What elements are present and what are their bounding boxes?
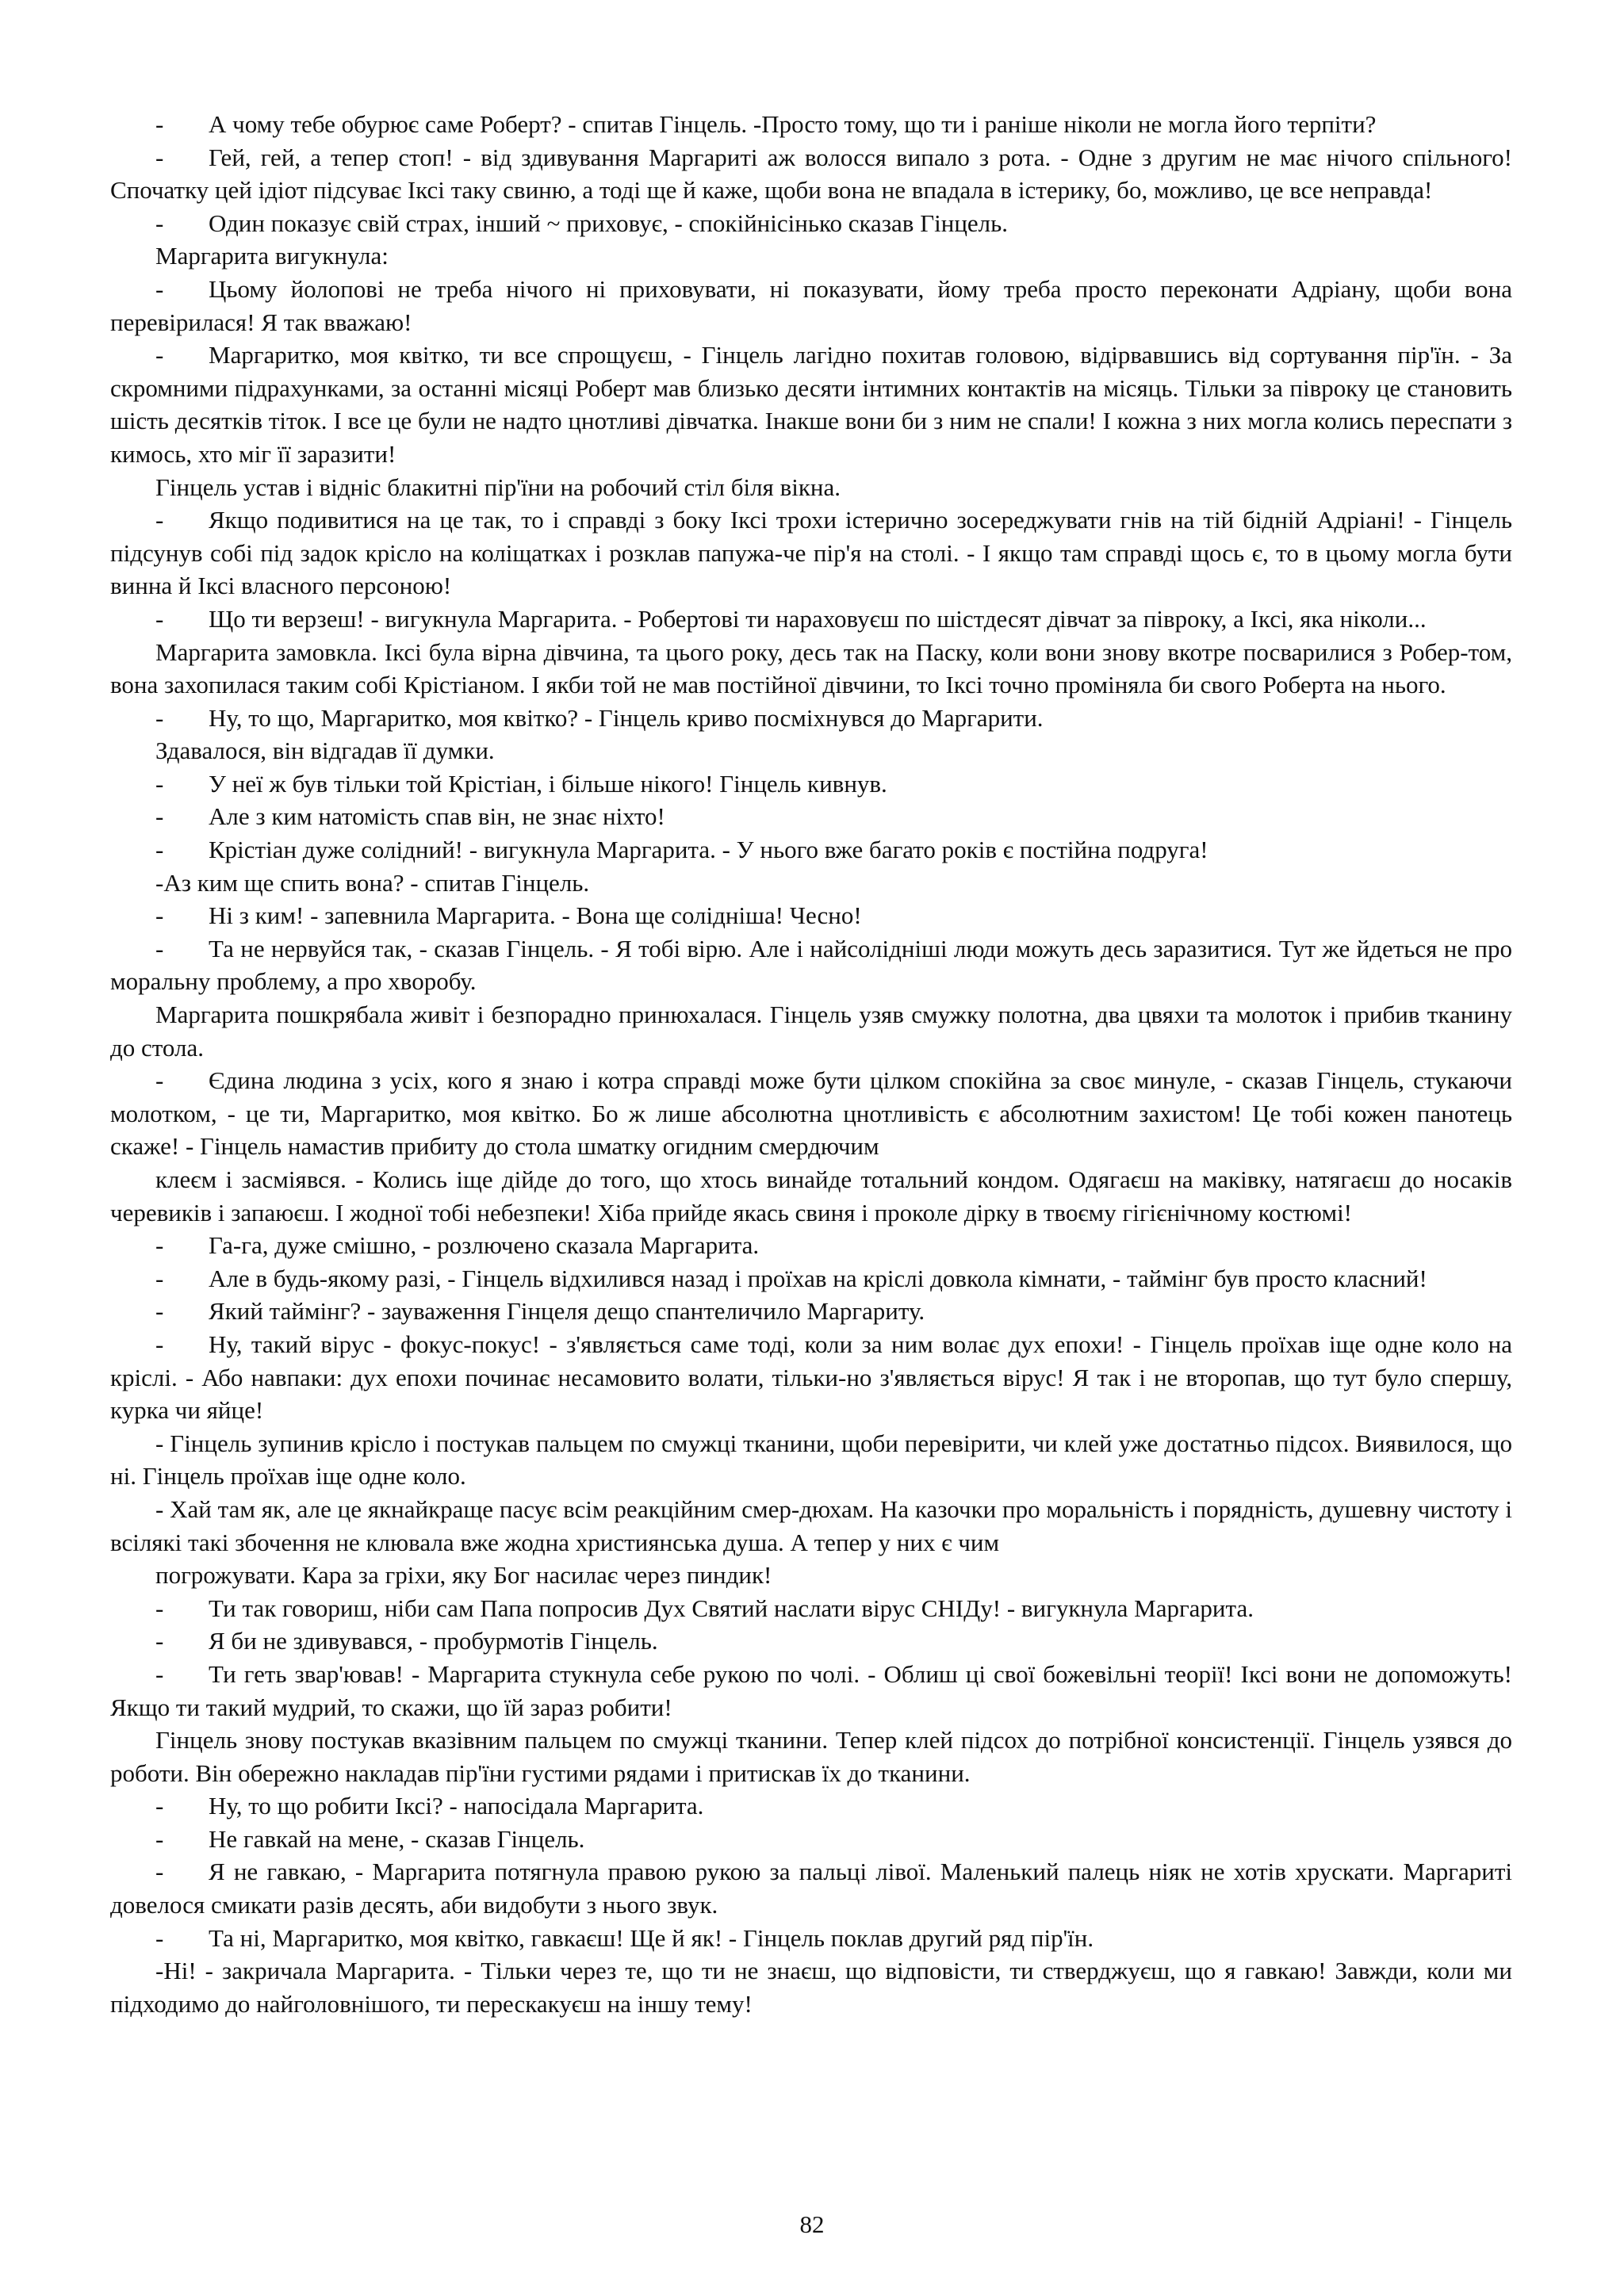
dialogue-line	[110, 702, 1512, 735]
dialogue-line	[110, 767, 1512, 801]
paragraph-text: Єдина людина з усіх, кого я знаю і котра справді може бути цілком спокійна за своє минуле, - сказав Гінцель, стукаючи молотком, - це ти, Маргаритко, моя квітко. Бо ж лише абсолютна цнотливість є абсолютним захистом! Це тобі кожен панотець скаже! - Гінцель намастив прибиту до стола шматку огидним смердючим	[110, 1066, 1512, 1161]
dialogue-dash: -	[155, 143, 164, 171]
narration-paragraph	[110, 1493, 1512, 1559]
narration-paragraph	[110, 1427, 1512, 1493]
dialogue-line	[110, 207, 1512, 240]
paragraph-text: Маргарита замовкла. Іксі була вірна дівчина, та цього року, десь так на Паску, коли вони знову вкотре посварилися з Робер-том, вона захопилася таким собі Крістіаном. І якби той не мав постійної дівчини, то Іксі точно проміняла би свого Роберта на нього.	[110, 637, 1512, 699]
paragraph-text: Але з ким натомість спав він, не знає ніхто!	[209, 802, 665, 831]
dialogue-dash: -	[155, 703, 164, 732]
dialogue-line	[110, 1922, 1512, 1955]
paragraph-text: Не гавкай на мене, - сказав Гінцель.	[209, 1824, 585, 1853]
dialogue-line	[110, 273, 1512, 339]
dialogue-dash: -	[155, 934, 164, 962]
paragraph-text: погрожувати. Кара за гріхи, яку Бог насилає через пиндик!	[155, 1561, 772, 1590]
narration-paragraph	[110, 1724, 1512, 1789]
paragraph-text: Ну, то що, Маргаритко, моя квітко? - Гінцель криво посміхнувся до Маргарити.	[209, 703, 1044, 732]
dialogue-line	[110, 1064, 1512, 1163]
dialogue-line	[110, 1592, 1512, 1625]
narration-paragraph	[110, 471, 1512, 504]
narration-paragraph	[110, 1954, 1512, 2020]
paragraph-text: Гей, гей, а тепер стоп! - від здивування Маргариті аж волосся випало з рота. - Одне з другим не має нічого спільного! Спочатку цей ідіот підсуває Іксі таку свиню, а тоді ще й каже, щоби вона не впадала в істерику, бо, можливо, це все неправда!	[110, 143, 1512, 205]
dialogue-line	[110, 1295, 1512, 1328]
dialogue-line	[110, 1328, 1512, 1427]
narration-paragraph	[110, 1163, 1512, 1229]
dialogue-dash: -	[155, 1858, 164, 1886]
paragraph-text: Я би не здивувався, - пробурмотів Гінцель.	[209, 1627, 658, 1655]
paragraph-text: Ну, то що робити Іксі? - напосідала Маргарита.	[209, 1792, 704, 1820]
dialogue-line	[110, 1624, 1512, 1658]
dialogue-dash: -	[155, 1824, 164, 1853]
paragraph-text: Гінцель знову постукав вказівним пальцем по смужці тканини. Тепер клей підсох до потрібної консистенції. Гінцель узявся до роботи. Він обережно накладав пір'їни густими рядами і притискав їх до тканини.	[110, 1726, 1512, 1787]
narration-paragraph	[110, 998, 1512, 1064]
page-body	[110, 108, 1512, 2020]
dialogue-dash: -	[155, 836, 164, 864]
paragraph-text: Але в будь-якому разі, - Гінцель відхилився назад і проїхав на кріслі довкола кімнати, - таймінг був просто класний!	[209, 1264, 1427, 1292]
dialogue-dash: -	[155, 110, 164, 138]
paragraph-text: Який таймінг? - зауваження Гінцеля дещо спантеличило Маргариту.	[209, 1297, 925, 1326]
paragraph-text: Маргаритко, моя квітко, ти все спрощуєш, - Гінцель лагідно похитав головою, відірвавшись від сортування пір'їн. - За скромними підрахунками, за останні місяці Роберт мав близько десяти інтимних контактів на місяць. Тільки за півроку це становить шість десятків тіток. І все це були не надто цнотливі дівчатка. Інакше вони би з ним не спали! І кожна з них могла колись переспати з кимось, хто міг її заразити!	[110, 341, 1512, 468]
dialogue-line	[110, 108, 1512, 141]
dialogue-line	[110, 800, 1512, 833]
paragraph-text: Я не гавкаю, - Маргарита потягнула правою рукою за пальці лівої. Маленький палець ніяк не хотів хрускати. Маргариті довелося смикати разів десять, аби видобути з нього звук.	[110, 1858, 1512, 1919]
dialogue-line	[110, 1823, 1512, 1856]
dialogue-line	[110, 503, 1512, 603]
dialogue-line	[110, 833, 1512, 867]
dialogue-line	[110, 1789, 1512, 1823]
paragraph-text: Ну, такий вірус - фокус-покус! - з'являється саме тоді, коли за ним волає дух епохи! - Гінцель проїхав іще одне коло на кріслі. - Або навпаки: дух епохи починає несамовито волати, тільки-но з'являється вірус! Я так і не второпав, що тут було спершу, курка чи яйце!	[110, 1330, 1512, 1425]
dialogue-line	[110, 1855, 1512, 1921]
paragraph-text: Та не нервуйся так, - сказав Гінцель. - Я тобі вірю. Але і найсолідніші люди можуть десь заразитися. Тут же йдеться не про моральну проблему, а про хворобу.	[110, 934, 1512, 996]
paragraph-text: Ти геть звар'ював! - Маргарита стукнула себе рукою по чолі. - Облиш ці свої божевільні теорії! Іксі вони не допоможуть! Якщо ти такий мудрий, то скажи, що їй зараз робити!	[110, 1659, 1512, 1721]
dialogue-line	[110, 932, 1512, 998]
narration-paragraph	[110, 239, 1512, 273]
paragraph-text: клеєм і засміявся. - Колись іще дійде до того, що хтось винайде тотальний кондом. Одягаєш на маківку, натягаєш до носаків черевиків і запаюєш. І жодної тобі небезпеки! Хіба прийде якась свиня і проколе дірку в твоєму гігієнічному костюмі!	[110, 1165, 1512, 1226]
page-number: 82	[799, 2210, 825, 2238]
paragraph-text: - Хай там як, але це якнайкраще пасує всім реакційним смер-дюхам. На казочки про моральність і порядність, душевну чистоту і всілякі такі збочення не клювала вже жодна християнська душа. А тепер у них є чим	[110, 1494, 1512, 1556]
dialogue-line	[110, 1262, 1512, 1295]
paragraph-text: Гінцель устав і відніс блакитні пір'їни на робочий стіл біля вікна.	[155, 473, 841, 501]
paragraph-text: - Гінцель зупинив крісло і постукав пальцем по смужці тканини, щоби перевірити, чи клей уже достатньо підсох. Виявилося, що ні. Гінцель проїхав іще одне коло.	[110, 1429, 1512, 1490]
paragraph-text: Що ти верзеш! - вигукнула Маргарита. - Робертові ти нараховуєш по шістдесят дівчат за півроку, а Іксі, яка ніколи...	[209, 604, 1427, 633]
dialogue-dash: -	[155, 1659, 164, 1688]
paragraph-text: Крістіан дуже солідний! - вигукнула Маргарита. - У нього вже багато років є постійна подруга!	[209, 836, 1208, 864]
dialogue-dash: -	[155, 274, 164, 303]
paragraph-text: Ти так говориш, ніби сам Папа попросив Дух Святий наслати вірус СНІДу! - вигукнула Маргарита.	[209, 1594, 1254, 1622]
paragraph-text: У неї ж був тільки той Крістіан, і більше нікого! Гінцель кивнув.	[209, 769, 887, 798]
dialogue-dash: -	[155, 769, 164, 798]
narration-paragraph	[110, 1559, 1512, 1592]
dialogue-dash: -	[155, 1627, 164, 1655]
dialogue-dash: -	[155, 802, 164, 831]
dialogue-dash: -	[155, 1594, 164, 1622]
paragraph-text: Маргарита вигукнула:	[155, 242, 389, 270]
dialogue-line	[110, 141, 1512, 207]
dialogue-dash: -	[155, 209, 164, 237]
paragraph-text: Здавалося, він відгадав її думки.	[155, 737, 495, 765]
paragraph-text: А чому тебе обурює саме Роберт? - спитав Гінцель. -Просто тому, що ти і раніше ніколи не могла його терпіти?	[209, 110, 1377, 138]
dialogue-dash: -	[155, 1297, 164, 1326]
paragraph-text: Якщо подивитися на це так, то і справді з боку Іксі трохи істерично зосереджувати гнів на тій бідній Адріані! - Гінцель підсунув собі під задок крісло на коліщатках і розклав папужа-че пір'я на столі. - І якщо там справді щось є, то в цьому могла бути винна й Іксі власного персоною!	[110, 506, 1512, 600]
dialogue-line	[110, 1229, 1512, 1262]
dialogue-dash: -	[155, 1066, 164, 1095]
paragraph-text: Ні з ким! - запевнила Маргарита. - Вона ще солідніша! Чесно!	[209, 901, 862, 930]
paragraph-text: Цьому йолопові не треба нічого ні приховувати, ні показувати, йому треба просто переконати Адріану, щоби вона перевірилася! Я так вважаю!	[110, 274, 1512, 336]
narration-paragraph	[110, 734, 1512, 767]
dialogue-dash: -	[155, 604, 164, 633]
paragraph-text: Маргарита пошкрябала живіт і безпорадно принюхалася. Гінцель узяв смужку полотна, два цвяхи та молоток і прибив тканину до стола.	[110, 1001, 1512, 1062]
paragraph-text: Га-га, дуже смішно, - розлючено сказала Маргарита.	[209, 1231, 760, 1260]
dialogue-dash: -	[155, 901, 164, 930]
dialogue-dash: -	[155, 341, 164, 369]
dialogue-dash: -	[155, 1923, 164, 1952]
dialogue-dash: -	[155, 506, 164, 534]
narration-paragraph	[110, 867, 1512, 900]
paragraph-text: Один показує свій страх, інший ~ приховує, - спокійнісінько сказав Гінцель.	[209, 209, 1009, 237]
paragraph-text: Та ні, Маргаритко, моя квітко, гавкаєш! Ще й як! - Гінцель поклав другий ряд пір'їн.	[209, 1923, 1094, 1952]
dialogue-dash: -	[155, 1264, 164, 1292]
paragraph-text: -Аз ким ще спить вона? - спитав Гінцель.	[155, 868, 590, 897]
dialogue-dash: -	[155, 1792, 164, 1820]
dialogue-line	[110, 1658, 1512, 1724]
paragraph-text: -Ні! - закричала Маргарита. - Тільки через те, що ти не знаєш, що відповісти, ти стверджуєш, що я гавкаю! Завжди, коли ми підходимо до найголовнішого, ти перескакуєш на іншу тему!	[110, 1957, 1512, 2018]
dialogue-line	[110, 603, 1512, 636]
dialogue-line	[110, 899, 1512, 932]
narration-paragraph	[110, 636, 1512, 702]
dialogue-dash: -	[155, 1231, 164, 1260]
dialogue-line	[110, 339, 1512, 470]
dialogue-dash: -	[155, 1330, 164, 1358]
